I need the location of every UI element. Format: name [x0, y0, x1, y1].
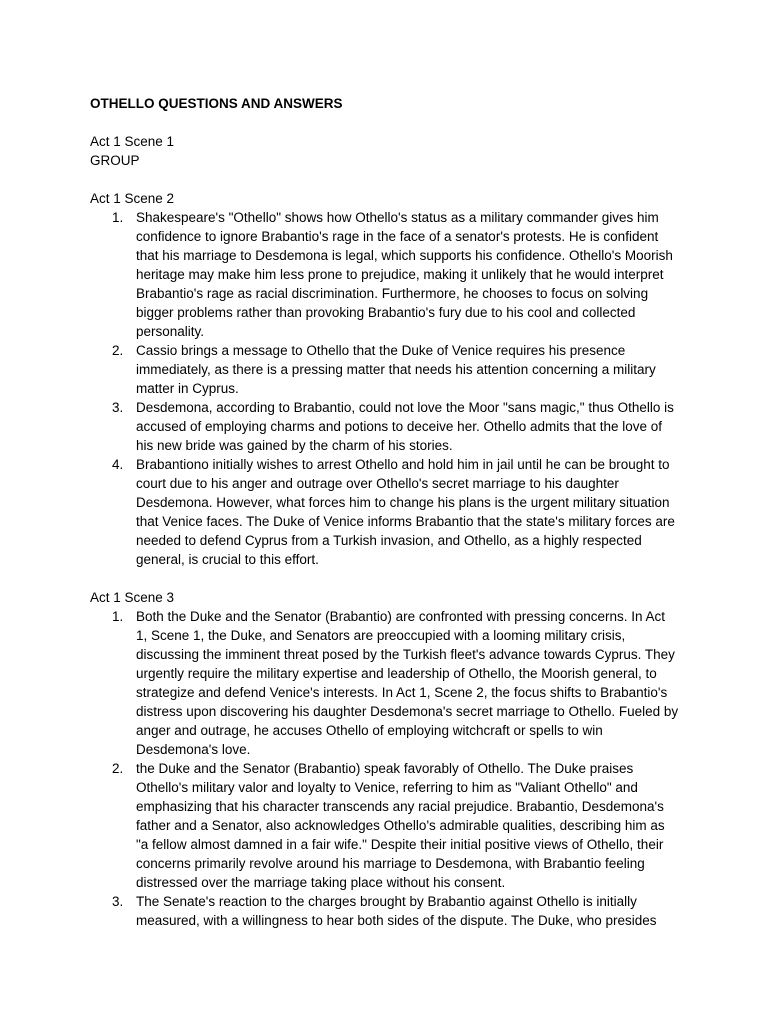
spacer	[90, 569, 680, 588]
item-number: 3.	[112, 894, 124, 909]
spacer	[90, 170, 680, 189]
item-text: the Duke and the Senator (Brabantio) speak favorably of Othello. The Duke praises Othello's military valor and loyalty to Venice, referring to him as "Valiant Othello" and emphasizing that his character transcends any racial prejudice. Brabantio, Desdemona's father and a Senator, also acknowledges Othello's admirable qualities, describing him as "a fellow almost damned in a fair wife." Despite their initial positive views of Othello, their concerns primarily revolve around his marriage to Desdemona, with Brabantio feeling distressed over the marriage taking place without his consent.	[136, 761, 665, 890]
answer-list	[90, 208, 680, 569]
item-text: Brabantiono initially wishes to arrest Othello and hold him in jail until he can be brought to court due to his anger and outrage over Othello's secret marriage to his daughter Desdemona. However, what forces him to change his plans is the urgent military situation that Venice faces. The Duke of Venice informs Brabantio that the state's military forces are needed to defend Cyprus from a Turkish invasion, and Othello, as a highly respected general, is crucial to this effort.	[136, 457, 675, 567]
list-item	[90, 208, 680, 341]
item-text: Shakespeare's "Othello" shows how Othello's status as a military commander gives him confidence to ignore Brabantio's rage in the face of a senator's protests. He is confident that his marriage to Desdemona is legal, which supports his confidence. Othello's Moorish heritage may make him less prone to prejudice, making it unlikely that he would interpret Brabantio's rage as racial discrimination. Furthermore, he chooses to focus on solving bigger problems rather than provoking Brabantio's fury due to his cool and collected personality.	[136, 210, 673, 339]
section-heading: Act 1 Scene 2	[90, 191, 175, 206]
list-item	[90, 455, 680, 569]
section-act1-scene1	[90, 132, 680, 170]
section-heading: Act 1 Scene 1	[90, 134, 175, 149]
item-number: 2.	[112, 761, 124, 776]
section-note: GROUP	[90, 153, 140, 168]
section-act1-scene3	[90, 588, 680, 930]
document-title: OTHELLO QUESTIONS AND ANSWERS	[90, 96, 343, 111]
list-item	[90, 759, 680, 892]
document-page	[90, 94, 680, 930]
list-item	[90, 607, 680, 759]
item-number: 4.	[112, 457, 124, 472]
section-act1-scene2	[90, 189, 680, 569]
list-item	[90, 341, 680, 398]
item-number: 1.	[112, 609, 124, 624]
section-heading: Act 1 Scene 3	[90, 590, 175, 605]
item-text: Desdemona, according to Brabantio, could not love the Moor "sans magic," thus Othello is accused of employing charms and potions to deceive her. Othello admits that the love of his new bride was gained by the charm of his stories.	[136, 400, 674, 453]
item-text: Cassio brings a message to Othello that the Duke of Venice requires his presence immediately, as there is a pressing matter that needs his attention concerning a military matter in Cyprus.	[136, 343, 656, 396]
list-item	[90, 398, 680, 455]
list-item	[90, 892, 680, 930]
item-number: 3.	[112, 400, 124, 415]
item-number: 1.	[112, 210, 124, 225]
item-text: The Senate's reaction to the charges brought by Brabantio against Othello is initially measured, with a willingness to hear both sides of the dispute. The Duke, who presides	[136, 894, 657, 928]
item-text: Both the Duke and the Senator (Brabantio) are confronted with pressing concerns. In Act 1, Scene 1, the Duke, and Senators are preoccupied with a looming military crisis, discussing the imminent threat posed by the Turkish fleet's advance towards Cyprus. They urgently require the military expertise and leadership of Othello, the Moorish general, to strategize and defend Venice's interests. In Act 1, Scene 2, the focus shifts to Brabantio's distress upon discovering his daughter Desdemona's secret marriage to Othello. Fueled by anger and outrage, he accuses Othello of employing witchcraft or spells to win Desdemona's love.	[136, 609, 679, 757]
item-number: 2.	[112, 343, 124, 358]
answer-list	[90, 607, 680, 930]
